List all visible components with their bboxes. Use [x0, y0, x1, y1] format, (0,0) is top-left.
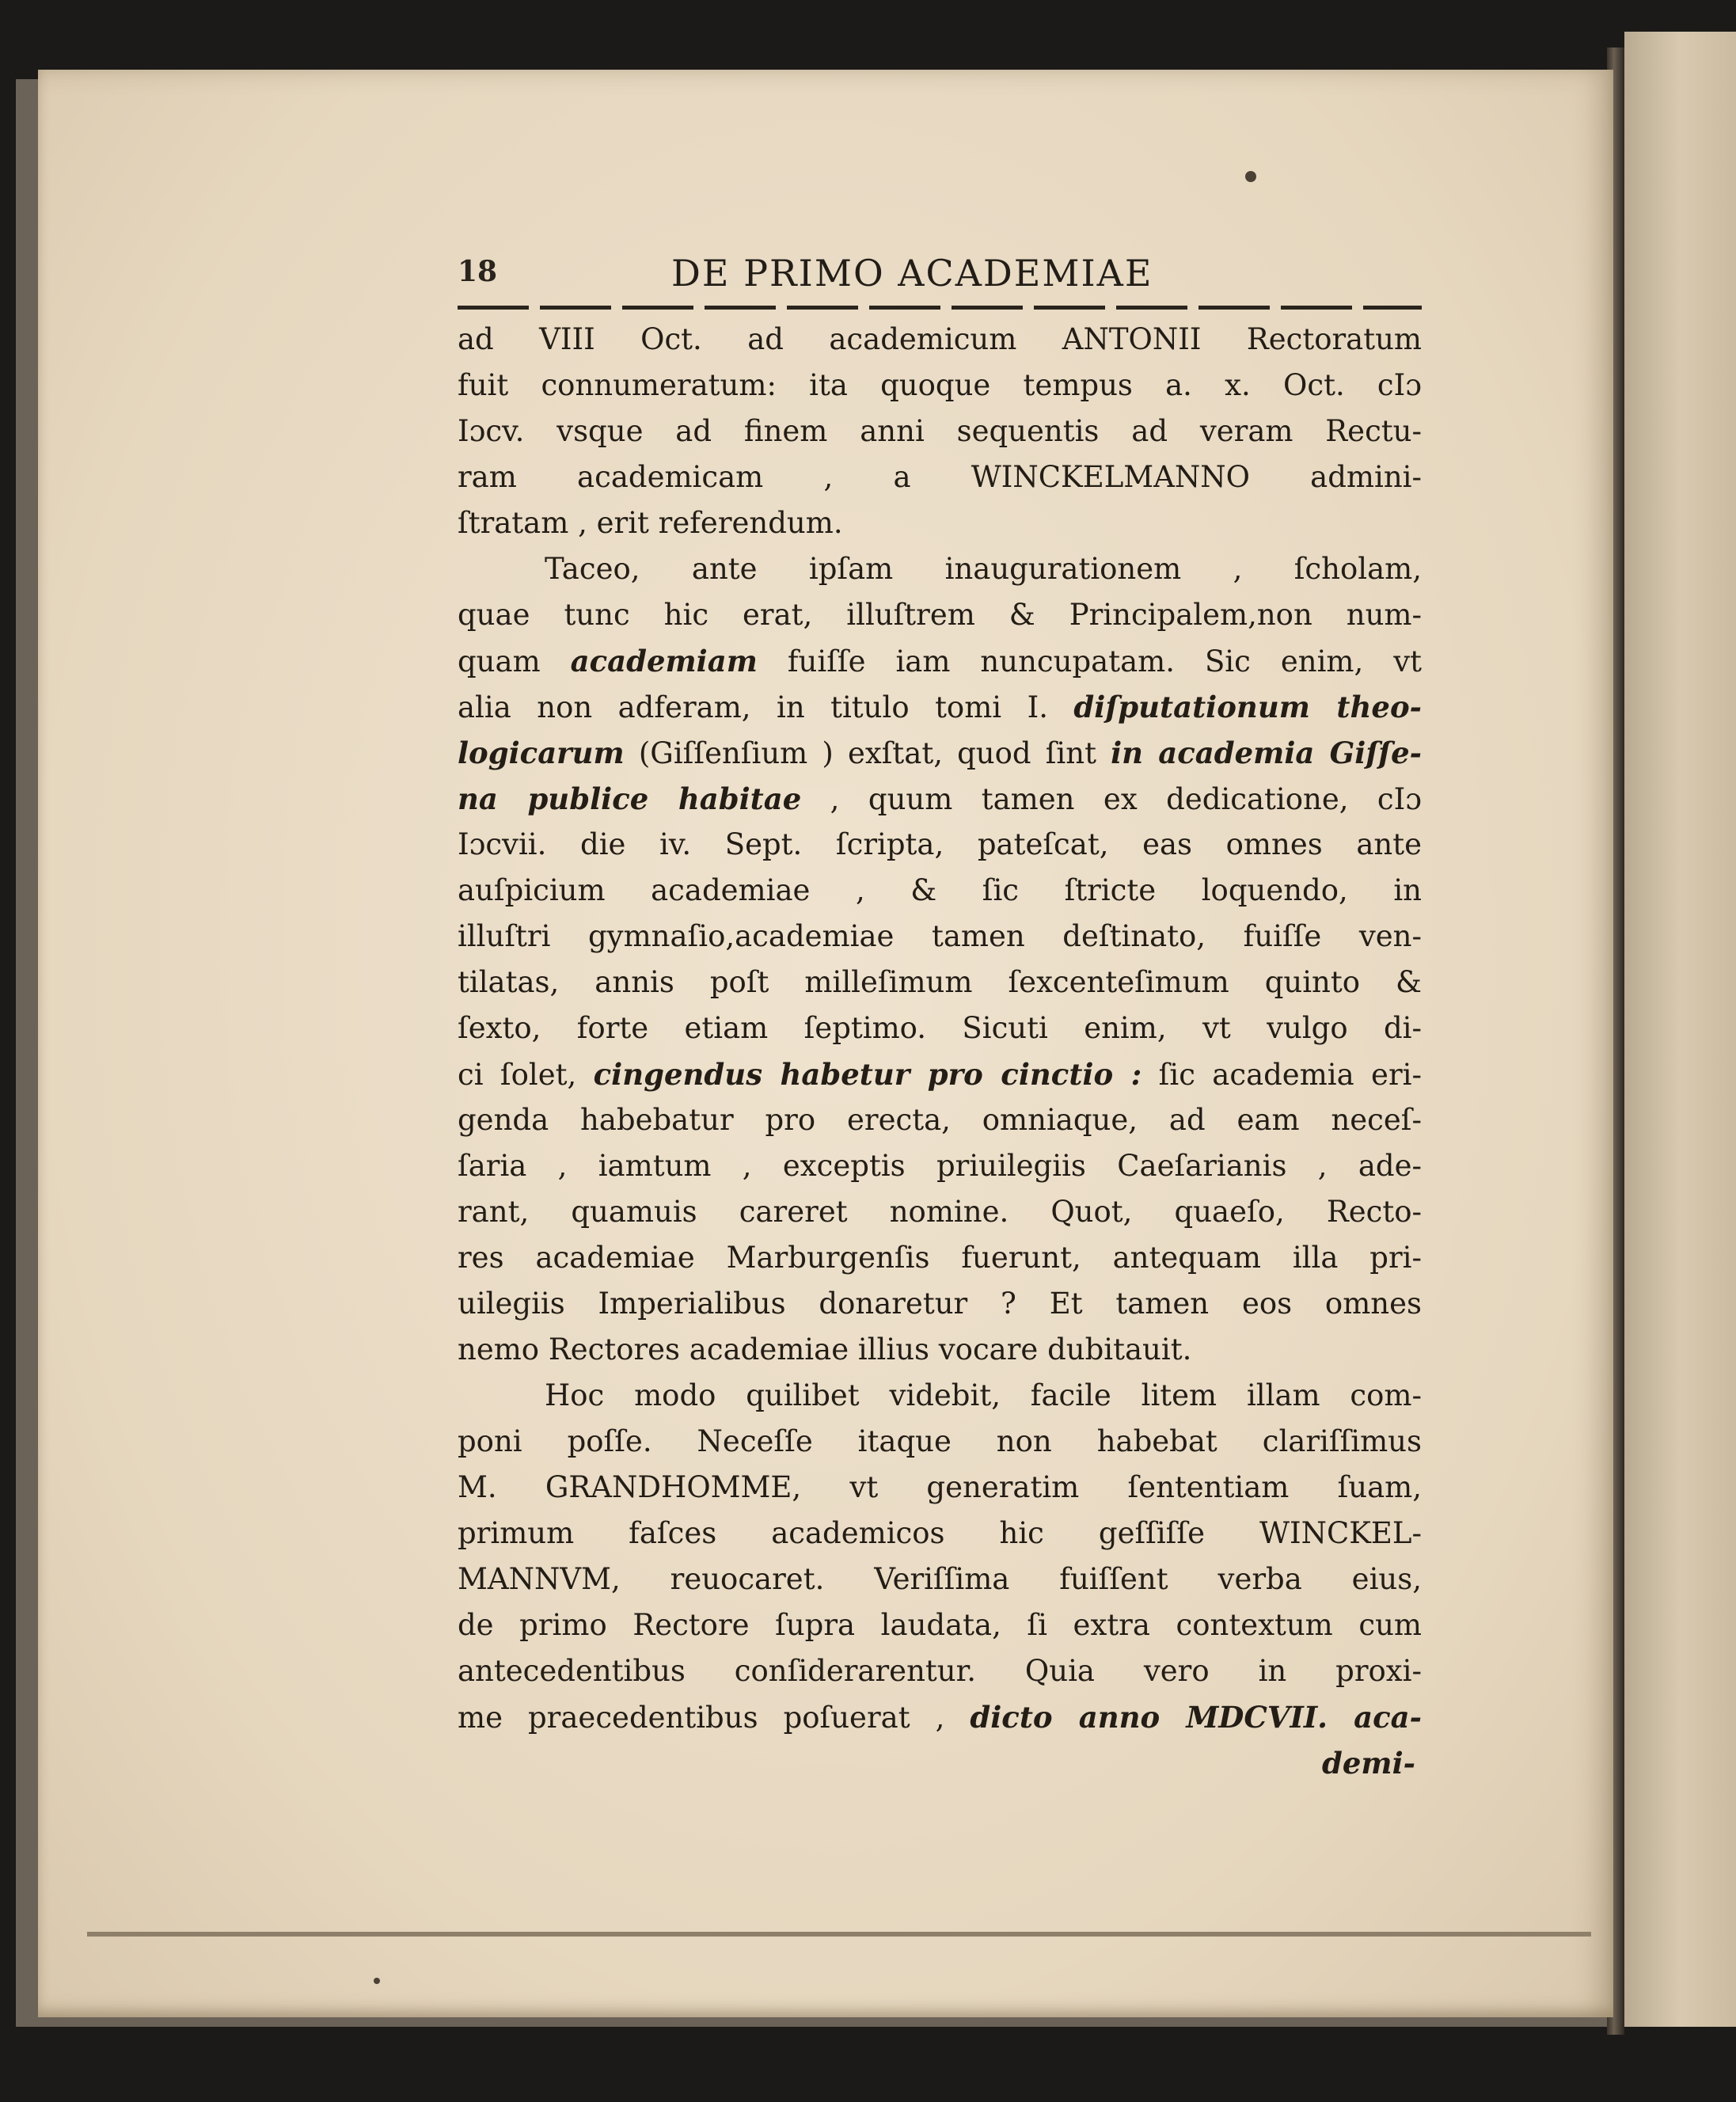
text-line: illuſtri gymnaſio,academiae tamen deſtinato, fuiſſe ven-: [458, 919, 1422, 953]
text-run: ci ſolet,: [458, 1058, 594, 1092]
text-line: [458, 776, 1422, 822]
text-run: , quum tamen ex dedicatione, cIɔ: [801, 782, 1422, 816]
text-line: ſtratam , erit referendum.: [458, 506, 843, 540]
italic-run: academiam: [570, 644, 758, 678]
header-rule: [458, 306, 1422, 310]
text-line: ram academicam , a WINCKELMANNO admini-: [458, 460, 1422, 494]
ink-speck: [374, 1978, 380, 1984]
ink-speck: [1245, 171, 1256, 182]
text-run: quam: [458, 644, 571, 678]
text-line: Iɔcvii. die iv. Sept. ſcripta, pateſcat, eas omnes ante: [458, 827, 1422, 861]
text-line: rant, quamuis careret nomine. Quot, quaeſo, Recto-: [458, 1195, 1422, 1229]
text-line: quae tunc hic erat, illuſtrem & Principalem,non num-: [458, 598, 1422, 632]
text-line: M. GRANDHOMME, vt generatim ſententiam ſuam,: [458, 1470, 1422, 1504]
italic-run: na publice habitae: [458, 781, 802, 816]
text-line: antecedentibus conſiderarentur. Quia vero in proxi-: [458, 1654, 1422, 1688]
text-line: MANNVM, reuocaret. Veriſſima fuiſſent verba eius,: [458, 1562, 1422, 1596]
text-line: [458, 638, 1422, 684]
text-line: [458, 684, 1422, 730]
text-line: res academiae Marburgenſis fuerunt, antequam illa pri-: [458, 1241, 1422, 1275]
text-line: [458, 1051, 1422, 1097]
paragraph-start-line: Hoc modo quilibet videbit, facile litem illam com-: [545, 1378, 1422, 1412]
italic-run: logicarum: [458, 736, 625, 770]
text-line: genda habebatur pro erecta, omniaque, ad eam neceſ-: [458, 1103, 1422, 1137]
text-line: de primo Rectore ſupra laudata, ſi extra contextum cum: [458, 1608, 1422, 1642]
italic-run: dicto anno MDCVII. aca-: [970, 1700, 1422, 1735]
text-line: nemo Rectores academiae illius vocare dubitauit.: [458, 1332, 1192, 1366]
paragraph-start-line: Taceo, ante ipſam inaugurationem , ſcholam,: [545, 552, 1422, 586]
page-bottom-edge: [87, 1932, 1591, 1937]
text-line: tilatas, annis poſt milleſimum ſexcenteſimum quinto &: [458, 965, 1422, 999]
facing-page-edge: [1624, 32, 1736, 2027]
italic-run: diſputationum theo-: [1073, 690, 1422, 724]
page-number: 18: [458, 255, 498, 288]
text-line: fuit connumeratum: ita quoque tempus a. x. Oct. cIɔ: [458, 368, 1422, 402]
text-run: (Giſſenſium ) exſtat, quod ſint: [624, 736, 1111, 770]
catchword: demi-: [1322, 1746, 1415, 1781]
text-run: fuiſſe iam nuncupatam. Sic enim, vt: [757, 644, 1422, 678]
text-line: primum faſces academicos hic geſſiſſe WINCKEL-: [458, 1516, 1422, 1550]
running-head: DE PRIMO ACADEMIAE: [671, 252, 1153, 295]
text-line: [458, 730, 1422, 776]
text-run: ſic academia eri-: [1142, 1058, 1422, 1092]
text-line: auſpicium academiae , & ſic ſtricte loquendo, in: [458, 873, 1422, 907]
text-line: ad VIII Oct. ad academicum ANTONII Rectoratum: [458, 322, 1422, 356]
text-line: ſexto, forte etiam ſeptimo. Sicuti enim, vt vulgo di-: [458, 1011, 1422, 1045]
italic-run: in academia Giſſe-: [1111, 736, 1422, 770]
italic-run: cingendus habetur pro cinctio :: [593, 1057, 1142, 1092]
page-header: [458, 252, 1423, 299]
text-run: alia non adferam, in titulo tomi I.: [458, 690, 1074, 724]
body-text: [458, 317, 1422, 1786]
text-line: poni poſſe. Neceſſe itaque non habebat clariſſimus: [458, 1424, 1422, 1458]
text-line: Iɔcv. vsque ad finem anni sequentis ad veram Rectu-: [458, 414, 1422, 448]
text-line: uilegiis Imperialibus donaretur ? Et tamen eos omnes: [458, 1287, 1422, 1321]
text-run: me praecedentibus poſuerat ,: [458, 1701, 971, 1735]
text-line: ſaria , iamtum , exceptis priuilegiis Caeſarianis , ade-: [458, 1149, 1422, 1183]
text-line: [458, 1694, 1422, 1740]
